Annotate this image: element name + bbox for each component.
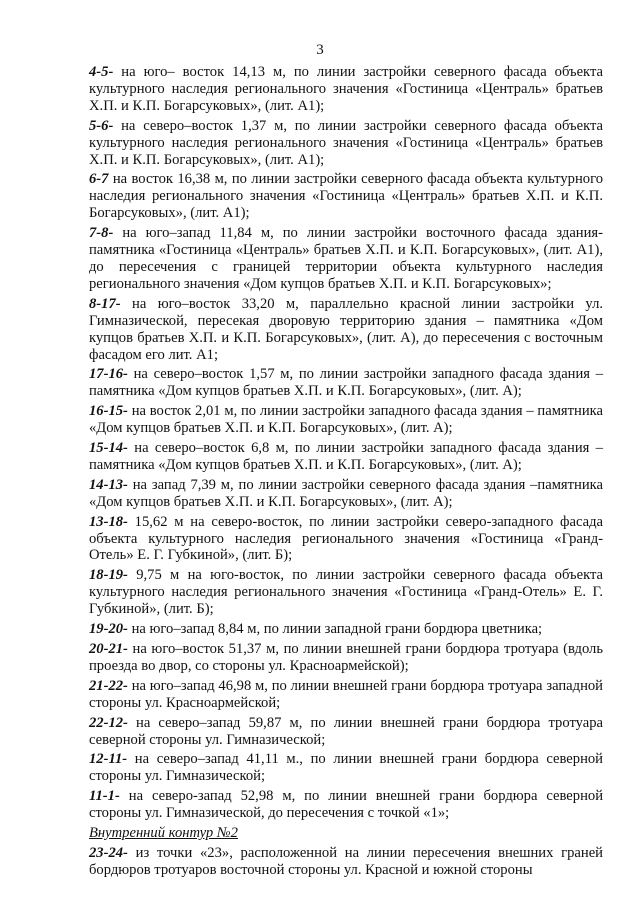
- segment-text: на восток 16,38 м, по линии застройки северного фасада объекта культурного наследия регионального значения «Гостиница «Централь» братьев Х.П. и К.П. Богарсуковых», (лит. А1);: [89, 171, 603, 222]
- boundary-segment: [89, 678, 603, 712]
- document-body: [89, 64, 603, 882]
- segment-text: на северо–восток 6,8 м, по линии застройки западного фасада здания – памятника «Дом купцов братьев Х.П. и К.П. Богарсуковых», (лит. А);: [89, 440, 603, 473]
- boundary-segment: [89, 440, 603, 474]
- segment-text: на запад 7,39 м, по линии застройки северного фасада здания –памятника «Дом купцов братьев Х.П. и К.П. Богарсуковых», (лит. А);: [89, 476, 603, 510]
- segment-text: на северо–восток 1,37 м, по линии застройки северного фасада объекта культурного наследия регионального значения «Гостиница «Централь» братьев Х.П. и К.П. Богарсуковых», (лит. А1);: [89, 117, 603, 168]
- segment-text: на юго–восток 51,37 м, по линии внешней грани бордюра тротуара (вдоль проезда во двор, со стороны ул. Красноармейской);: [89, 641, 603, 674]
- segment-code: 17-16-: [89, 366, 128, 383]
- boundary-segment: [89, 366, 603, 400]
- segment-text: на северо–запад 41,11 м., по линии внешней грани бордюра северной стороны ул. Гимназической;: [89, 751, 603, 785]
- boundary-segment: [89, 567, 603, 618]
- segment-code: 20-21-: [89, 641, 128, 657]
- boundary-segment: [89, 845, 603, 879]
- segment-code: 13-18-: [89, 513, 128, 530]
- boundary-segment: [89, 641, 603, 675]
- inner-contour-heading: Внутренний контур №2: [89, 825, 238, 842]
- boundary-segment: [89, 296, 603, 364]
- segment-code: 14-13-: [89, 476, 128, 493]
- boundary-segment: [89, 118, 603, 169]
- boundary-segment: [89, 751, 603, 785]
- segment-code: 18-19-: [89, 567, 128, 584]
- segment-code: 8-17-: [89, 295, 121, 312]
- segment-text: на юго–запад 8,84 м, по линии западной грани бордюра цветника;: [127, 621, 543, 638]
- segment-text: 9,75 м на юго-восток, по линии застройки северного фасада объекта культурного наследия регионального значения «Гостиница «Гранд-Отель» Е. Г. Губкиной», (лит. Б);: [89, 567, 603, 618]
- boundary-segment: [89, 64, 603, 115]
- segment-text: на восток 2,01 м, по линии застройки западного фасада здания – памятника «Дом купцов братьев Х.П. и К.П. Богарсуковых», (лит. А);: [89, 403, 603, 437]
- segment-text: из точки «23», расположенной на линии пересечения внешних граней бордюров тротуаров восточной стороны ул. Красной и южной стороны: [89, 844, 603, 878]
- boundary-segment: [89, 514, 603, 565]
- segment-text: на северо–восток 1,57 м, по линии застройки западного фасада здания – памятника «Дом купцов братьев Х.П. и К.П. Богарсуковых», (лит. А);: [89, 366, 603, 400]
- boundary-segment: [89, 621, 603, 638]
- boundary-segment: [89, 715, 603, 749]
- segment-code: 16-15-: [89, 403, 128, 420]
- boundary-segment: [89, 788, 603, 822]
- segment-text: на северо–запад 59,87 м, по линии внешней грани бордюра тротуара северной стороны ул. Гимназической;: [89, 714, 603, 748]
- segment-text: на северо-запад 52,98 м, по линии внешней грани бордюра северной стороны ул. Гимназической, до пересечения с точкой «1»;: [89, 788, 603, 822]
- segment-text: на юго– восток 14,13 м, по линии застройки северного фасада объекта культурного наследия регионального значения «Гостиница «Централь» братьев Х.П. и К.П. Богарсуковых», (лит. А1);: [89, 64, 603, 114]
- segment-code: 5-6-: [89, 117, 114, 134]
- segment-code: 19-20-: [89, 621, 128, 638]
- segment-code: 4-5-: [89, 64, 114, 80]
- segment-code: 22-12-: [89, 714, 128, 731]
- segment-code: 21-22-: [89, 677, 128, 694]
- segment-text: 15,62 м на северо-восток, по линии застройки северо-западного фасада объекта культурного наследия регионального значения «Гостиница «Гранд-Отель» Е. Г. Губкиной», (лит. Б);: [89, 513, 603, 564]
- boundary-segment: [89, 477, 603, 511]
- segment-text: на юго–запад 46,98 м, по линии внешней грани бордюра тротуара западной стороны ул. Красноармейской;: [89, 677, 603, 711]
- segment-code: 6-7: [89, 171, 109, 188]
- segment-code: 11-1-: [89, 788, 120, 805]
- segment-text: на юго–восток 33,20 м, параллельно красной линии застройки ул. Гимназической, пересекая дворовую территорию здания – памятника «Дом купцов братьев Х.П. и К.П. Богарсуковых», (лит. А), до пересечения с восточным фасадом его лит. А1;: [89, 295, 603, 363]
- boundary-segment: [89, 403, 603, 437]
- page-number: 3: [316, 42, 324, 58]
- segment-code: 15-14-: [89, 440, 128, 457]
- segment-code: 23-24-: [89, 844, 128, 861]
- segment-text: на юго–запад 11,84 м, по линии застройки восточного фасада здания-памятника «Гостиница «Централь» братьев Х.П. и К.П. Богарсуковых», (лит. А1), до пересечения с границей территории объекта культурного наследия регионального значения «Дом купцов братьев Х.П. и К.П. Богарсуковых»;: [89, 225, 603, 292]
- segment-code: 7-8-: [89, 225, 114, 242]
- segment-code: 12-11-: [89, 751, 128, 768]
- boundary-segment: [89, 225, 603, 293]
- boundary-segment: [89, 171, 603, 222]
